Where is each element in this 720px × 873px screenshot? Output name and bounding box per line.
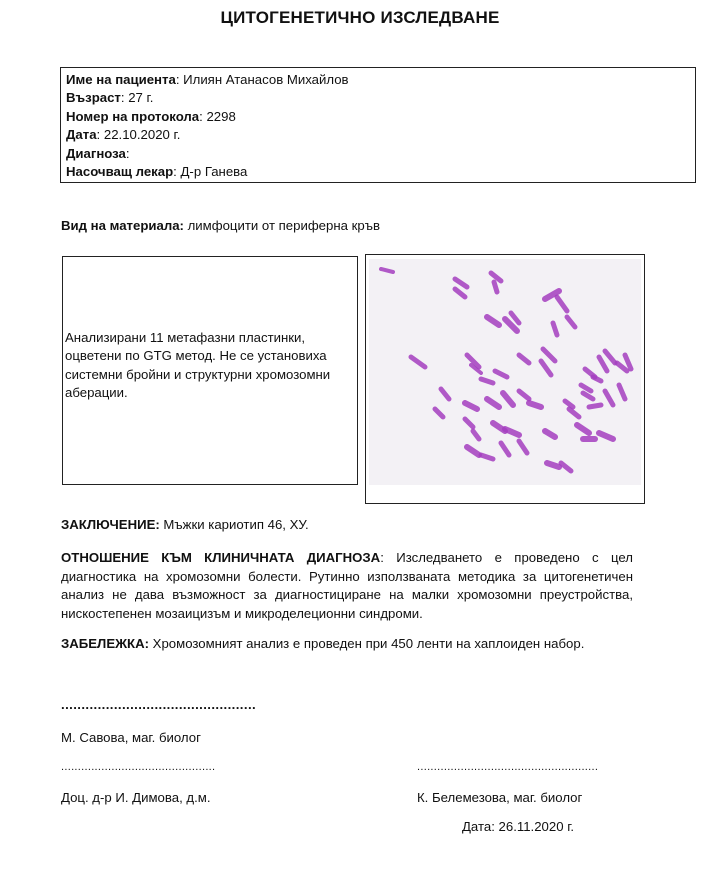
protocol-number-row: Номер на протокола: 2298 bbox=[66, 108, 236, 124]
diagnosis-row: Диагноза: bbox=[66, 145, 130, 161]
metaphase-chromosome-image bbox=[369, 259, 641, 485]
analysis-text: Анализирани 11 метафазни пластинки, оцветени по GTG метод. Не се установиха системни бройни и структурни хромозомни аберации. bbox=[65, 329, 331, 400]
patient-age-row: Възраст: 27 г. bbox=[66, 90, 154, 106]
signature-line-3: ...................................................... bbox=[417, 761, 599, 773]
signer-belemezova: К. Белемезова, маг. биолог bbox=[417, 790, 583, 805]
chromosome bbox=[589, 405, 601, 407]
signature-line-1: ................................................ bbox=[61, 697, 257, 712]
patient-name-row: Име на пациента: Илиян Атанасов Михайлов bbox=[66, 72, 349, 87]
chromosome bbox=[547, 463, 559, 467]
chromosome bbox=[529, 403, 541, 407]
signer-savova: М. Савова, маг. биолог bbox=[61, 730, 201, 745]
metaphase-image-box bbox=[365, 254, 645, 504]
patient-info-box bbox=[60, 67, 696, 183]
chromosome bbox=[494, 282, 497, 292]
signer-dimova: Доц. д-р И. Димова, д.м. bbox=[61, 790, 211, 805]
note: ЗАБЕЛЕЖКА: Хромозомният анализ е проведен при 450 ленти на хаплоиден набор. bbox=[61, 636, 585, 651]
signature-line-2: .............................................. bbox=[61, 761, 216, 773]
date-row: Дата: 22.10.2020 г. bbox=[66, 127, 181, 143]
analysis-text-box bbox=[62, 256, 358, 485]
clinical-diagnosis-relation: ОТНОШЕНИЕ КЪМ КЛИНИЧНАТА ДИАГНОЗА: Изследването е проведено с цел диагностика на хромозомни болести. Рутинно използваната методика за цитогенетичен анализ не дава възможност за диагностициране на малки хромозомни преустройства, нискостепенен мозаицизъм и микроделеционни синдроми. bbox=[61, 550, 633, 621]
conclusion: ЗАКЛЮЧЕНИЕ: Мъжки кариотип 46, ХУ. bbox=[61, 517, 309, 532]
report-date: Дата: 26.11.2020 г. bbox=[462, 819, 575, 834]
referring-doctor-row: Насочващ лекар: Д-р Ганева bbox=[66, 164, 248, 180]
document-title: ЦИТОГЕНЕТИЧНО ИЗСЛЕДВАНЕ bbox=[220, 8, 500, 27]
material-type: Вид на материала: лимфоцити от периферна кръв bbox=[61, 218, 380, 233]
